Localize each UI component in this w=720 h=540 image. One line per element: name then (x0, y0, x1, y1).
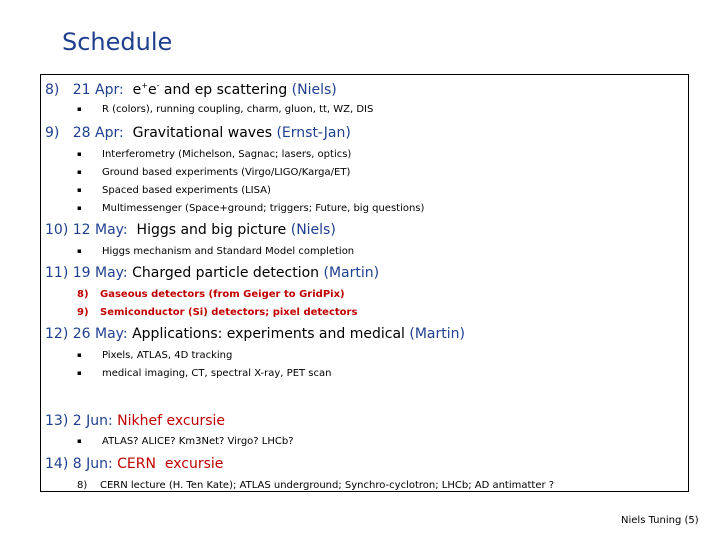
list-item: ▪ Higgs mechanism and Standard Model completion (77, 246, 355, 257)
bullet-icon: ▪ (77, 204, 82, 212)
item-lecturer: (Niels) (291, 82, 337, 98)
list-item: ▪ R (colors), running coupling, charm, gluon, tt, WZ, DIS (77, 104, 374, 115)
bullet-icon: ▪ (77, 369, 82, 377)
item-number: 11) (45, 265, 69, 281)
list-item: ▪ Ground based experiments (Virgo/LIGO/Karga/ET) (77, 167, 351, 178)
schedule-item-12 (45, 326, 465, 342)
item-topic: Nikhef excursie (117, 413, 226, 429)
list-item: ▪ Interferometry (Michelson, Sagnac; lasers, optics) (77, 149, 352, 160)
item-lecturer: (Martin) (409, 326, 465, 342)
list-item: ▪ Pixels, ATLAS, 4D tracking (77, 350, 233, 361)
item-number: 14) (45, 456, 69, 472)
schedule-item-11 (45, 265, 379, 281)
item-number: 12) (45, 326, 69, 342)
bullet-icon: ▪ (77, 186, 82, 194)
list-item: ▪ Multimessenger (Space+ground; triggers; Future, big questions) (77, 203, 425, 214)
schedule-item-14 (45, 456, 223, 472)
item-number: 8) (45, 82, 60, 98)
item-topic: e+e- and ep scattering (132, 81, 288, 98)
item-date: 19 May: (72, 265, 128, 281)
schedule-item-8 (45, 81, 337, 98)
item-lecturer: (Niels) (290, 222, 336, 238)
item-lecturer: (Ernst-Jan) (276, 125, 351, 141)
bullet-icon: ▪ (77, 247, 82, 255)
list-item: 8) CERN lecture (H. Ten Kate); ATLAS underground; Synchro-cyclotron; LHCb; AD antimatter ? (77, 480, 555, 491)
list-item: ▪ medical imaging, CT, spectral X-ray, PET scan (77, 368, 332, 379)
bullet-icon: ▪ (77, 351, 82, 359)
bullet-icon: ▪ (77, 150, 82, 158)
item-date: 12 May: (72, 222, 128, 238)
item-number: 9) (45, 125, 60, 141)
footer-credit: Niels Tuning (5) (621, 515, 699, 526)
item-lecturer: (Martin) (323, 265, 380, 281)
bullet-icon: ▪ (77, 437, 82, 445)
item-topic: Charged particle detection (132, 265, 320, 281)
bullet-icon: ▪ (77, 105, 82, 113)
item-topic: CERN excursie (117, 456, 224, 472)
item-date: 8 Jun: (72, 456, 113, 472)
list-item: ▪ ATLAS? ALICE? Km3Net? Virgo? LHCb? (77, 436, 294, 447)
item-date: 26 May: (72, 326, 128, 342)
schedule-item-9 (45, 125, 351, 141)
item-number: 13) (45, 413, 69, 429)
schedule-item-10 (45, 222, 336, 238)
item-date: 2 Jun: (72, 413, 113, 429)
item-date: 21 Apr: (72, 82, 124, 98)
item-number: 10) (45, 222, 69, 238)
item-date: 28 Apr: (72, 125, 124, 141)
list-item: ▪ Spaced based experiments (LISA) (77, 185, 271, 196)
list-item: 8) Gaseous detectors (from Geiger to GridPix) (77, 289, 345, 300)
item-topic: Applications: experiments and medical (132, 326, 405, 342)
bullet-icon: ▪ (77, 168, 82, 176)
item-topic: Gravitational waves (132, 125, 272, 141)
schedule-item-13 (45, 413, 225, 429)
list-item: 9) Semiconductor (Si) detectors; pixel detectors (77, 307, 358, 318)
item-topic: Higgs and big picture (136, 222, 287, 238)
page-title: Schedule (62, 28, 173, 56)
